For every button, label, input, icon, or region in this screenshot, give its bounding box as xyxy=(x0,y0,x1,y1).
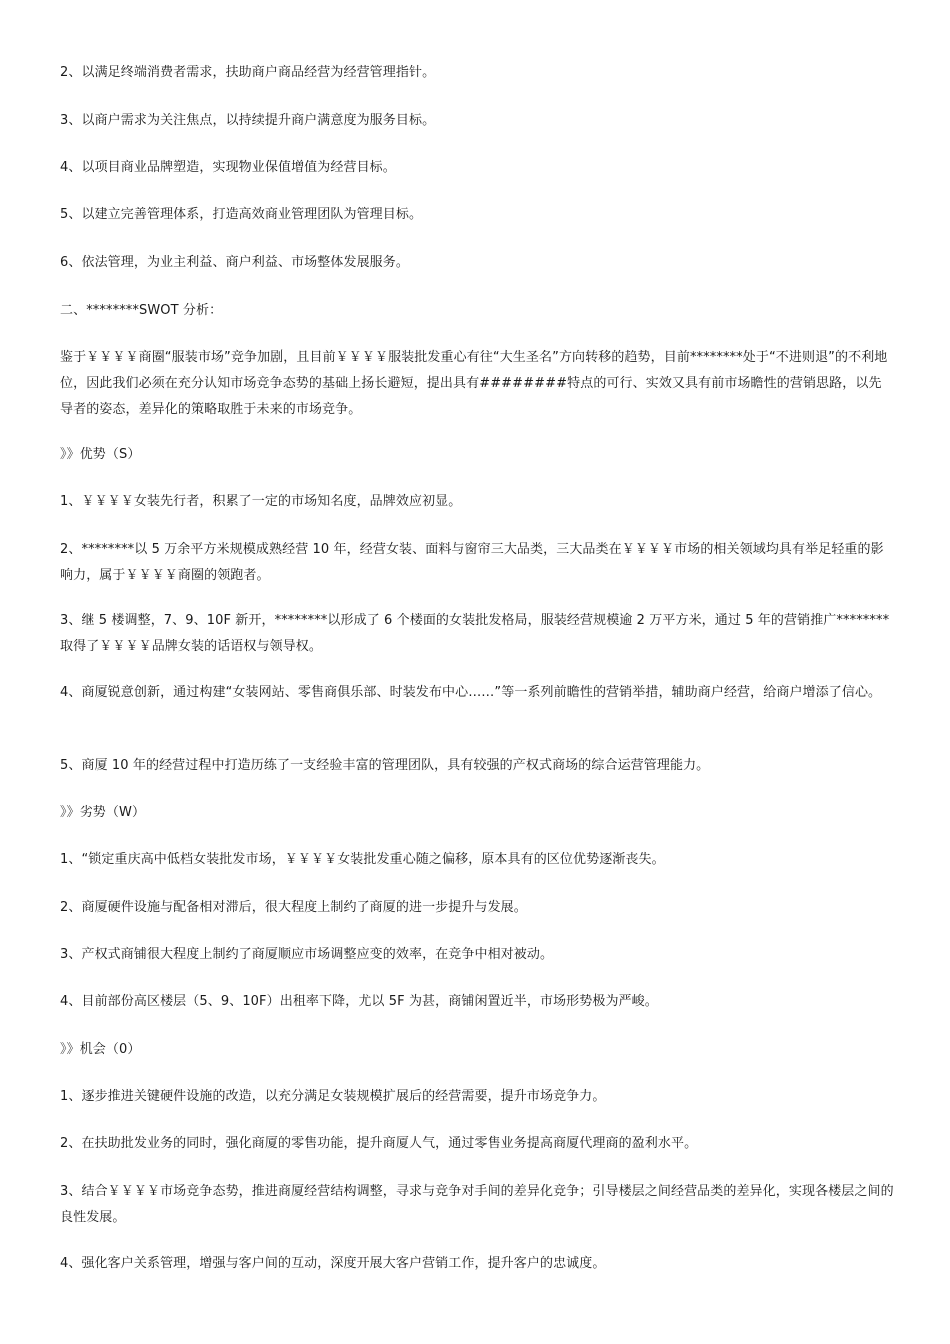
paragraph-strength-2: 2、********以 5 万余平方米规模成熟经营 10 年，经营女装、面料与窗帘三大品类，三大品类在￥￥￥￥市场的相关领域均具有举足轻重的影响力，属于￥￥￥￥商圈的领跑者。 xyxy=(60,542,884,583)
paragraph-guideline-6: 6、依法管理，为业主利益、商户利益、市场整体发展服务。 xyxy=(60,255,409,270)
paragraph-opportunity-2: 2、在扶助批发业务的同时，强化商厦的零售功能，提升商厦人气，通过零售业务提高商厦代理商的盈利水平。 xyxy=(60,1136,698,1151)
subheading-weaknesses: 》》劣势（W） xyxy=(60,805,146,820)
paragraph-strength-4: 4、商厦锐意创新，通过构建“女装网站、零售商俱乐部、时装发布中心……”等一系列前瞻性的营销举措，辅助商户经营，给商户增添了信心。 xyxy=(60,685,882,700)
paragraph-swot-intro: 鉴于￥￥￥￥商圈“服装市场”竞争加剧，且目前￥￥￥￥服装批发重心有往“大生圣名”方向转移的趋势，目前********处于“不进则退”的不利地位，因此我们必须在充分认知市场竞争态势的基础上扬长避短，提出具有########特点的可行、实效又具有前市场瞻性的营销思路，以先导者的姿态，差异化的策略取胜于未来的市场竞争。 xyxy=(60,350,888,417)
paragraph-weakness-3: 3、产权式商铺很大程度上制约了商厦顺应市场调整应变的效率，在竞争中相对被动。 xyxy=(60,947,554,962)
paragraph-weakness-1: 1、“锁定重庆高中低档女装批发市场，￥￥￥￥女装批发重心随之偏移，原本具有的区位优势逐渐丧失。 xyxy=(60,852,665,867)
paragraph-weakness-4: 4、目前部份高区楼层（5、9、10F）出租率下降，尤以 5F 为甚，商铺闲置近半，市场形势极为严峻。 xyxy=(60,994,658,1009)
paragraph-guideline-4: 4、以项目商业品牌塑造，实现物业保值增值为经营目标。 xyxy=(60,160,396,175)
paragraph-weakness-2: 2、商厦硬件设施与配备相对滞后，很大程度上制约了商厦的进一步提升与发展。 xyxy=(60,900,527,915)
paragraph-guideline-2: 2、以满足终端消费者需求，扶助商户商品经营为经营管理指针。 xyxy=(60,65,436,80)
paragraph-opportunity-4: 4、强化客户关系管理，增强与客户间的互动，深度开展大客户营销工作，提升客户的忠诚度。 xyxy=(60,1256,606,1271)
paragraph-opportunity-1: 1、逐步推进关键硬件设施的改造，以充分满足女装规模扩展后的经营需要，提升市场竞争力。 xyxy=(60,1089,606,1104)
paragraph-guideline-3: 3、以商户需求为关注焦点，以持续提升商户满意度为服务目标。 xyxy=(60,113,436,128)
subheading-opportunities: 》》机会（0） xyxy=(60,1042,141,1057)
paragraph-strength-5: 5、商厦 10 年的经营过程中打造历练了一支经验丰富的管理团队，具有较强的产权式商场的综合运营管理能力。 xyxy=(60,758,710,773)
paragraph-strength-3: 3、继 5 楼调整，7、9、10F 新开，********以形成了 6 个楼面的女装批发格局，服装经营规模逾 2 万平方米，通过 5 年的营销推广********取得了￥￥￥￥品牌女装的话语权与领导权。 xyxy=(60,613,890,654)
subheading-strengths: 》》优势（S） xyxy=(60,447,141,462)
paragraph-guideline-5: 5、以建立完善管理体系，打造高效商业管理团队为管理目标。 xyxy=(60,207,423,222)
paragraph-strength-1: 1、￥￥￥￥女装先行者，积累了一定的市场知名度，品牌效应初显。 xyxy=(60,494,462,509)
section-heading-swot: 二、********SWOT 分析： xyxy=(60,303,223,318)
paragraph-opportunity-3: 3、结合￥￥￥￥市场竞争态势，推进商厦经营结构调整，寻求与竞争对手间的差异化竞争；引导楼层之间经营品类的差异化，实现各楼层之间的良性发展。 xyxy=(60,1184,894,1225)
